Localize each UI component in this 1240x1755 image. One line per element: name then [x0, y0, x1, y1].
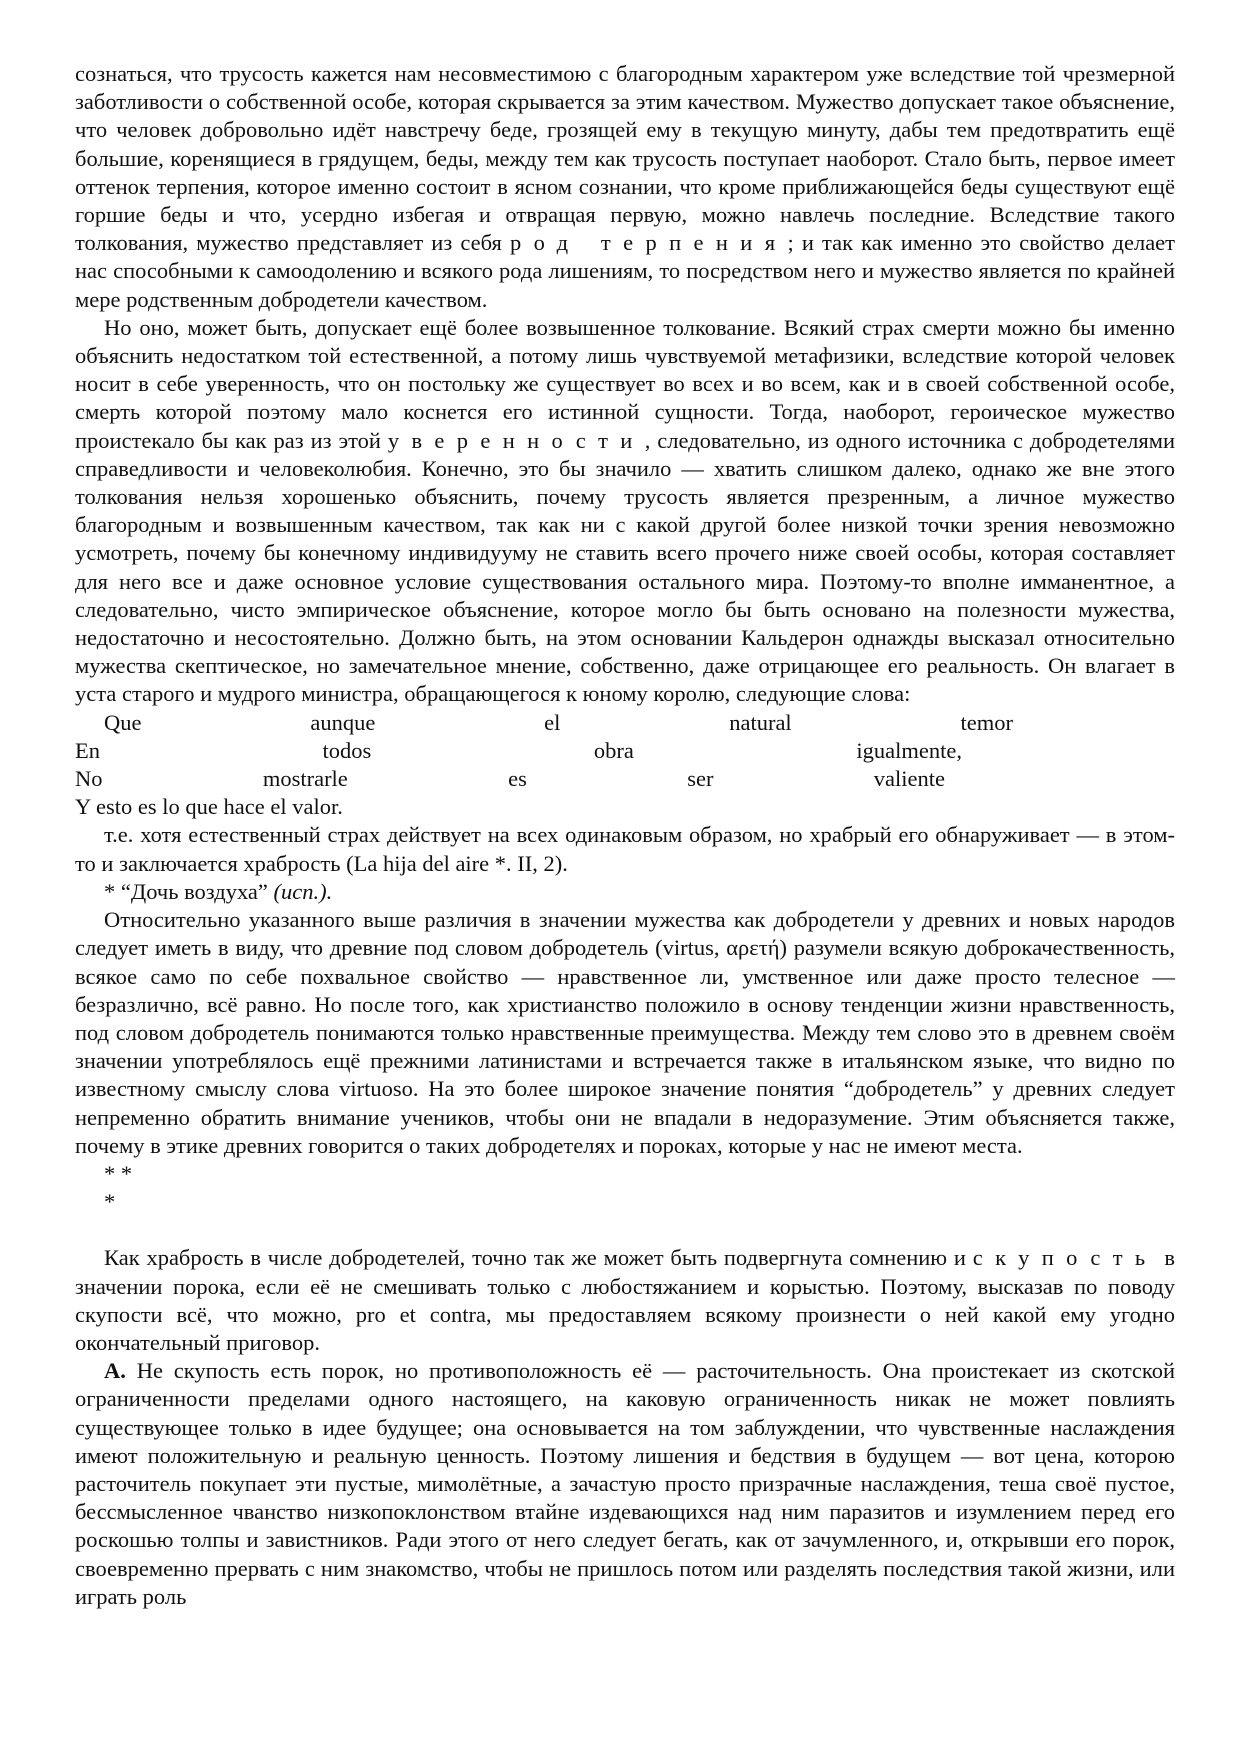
spaced-emphasis: уверенности — [387, 427, 645, 453]
verse-word: es — [508, 766, 527, 792]
paragraph-text: в значении порока, если её не смешивать только с любостяжанием и корыстью. Поэтому, высказав по поводу скупости всё, что можно, pro et contra, мы предоставляем всякому произнести о ней какой ему угодно окончательный приговор. — [75, 1245, 1176, 1355]
footnote-note: (исп.). — [273, 878, 333, 904]
verse-word: No — [75, 766, 103, 792]
verse-line-4: Y esto es lo que hace el valor. — [75, 794, 343, 820]
paragraph-a-prodigality — [75, 1357, 1175, 1611]
verse-word: el — [544, 709, 561, 735]
verse-word: mostrarle — [262, 766, 348, 792]
verse-line-1 — [75, 709, 1175, 737]
verse-word: valiente — [873, 766, 945, 792]
paragraph-text: Не скупость есть порок, но противоположность её — расточительность. Она проистекает из скотской ограниченности пределами одного настоящего, на каковую ограниченность никак не может повлиять существующее только в идее будущее; она основывается на том заблуждении, что чувственные наслаждения имеют положительную и реальную ценность. Поэтому лишения и бедствия в будущем — вот цена, которою расточитель покупает эти пустые, мимолётные, а зачастую просто призрачные наслаждения, теша своё пустое, бессмысленное чванство низкопоклонством втайне издевающихся над ним паразитов и изумлением перед его роскошью толпы и завистников. Ради этого от него следует бегать, как от зачумленного, и, открывши его порок, своевременно прервать с ним знакомство, чтобы не пришлось потом или разделять последствия такой жизни, или играть роль — [75, 1358, 1175, 1609]
verse-word: todos — [322, 737, 372, 763]
verse-word: ser — [687, 766, 714, 792]
spaced-emphasis: род терпения — [509, 230, 788, 256]
footnote-text: * “Дочь воздуха” — [104, 878, 274, 904]
verse-word: temor — [960, 709, 1013, 735]
paragraph-text: ; и так как именно это свойство делает нас способными к самоодолению и всякого рода лишениям, то посредством него и мужество является по крайней мере родственным добродетели качеством. — [75, 230, 1175, 312]
verse-word: igualmente, — [856, 737, 962, 763]
paragraph-text: Но оно, может быть, допускает ещё более возвышенное толкование. Всякий страх смерти можно бы именно объяснить недостатком той естественной, а потому лишь чувствуемой метафизики, вследствие которой человек носит в себе уверенность, что он постольку же существует во всех и во всем, как и в своей собственной особе, смерть которой поэтому мало коснется его истинной сущности. Тогда, наоборот, героическое мужество проистекало бы как раз из этой — [75, 314, 1175, 453]
section-label: А. — [104, 1358, 126, 1384]
paragraph-text: сознаться, что трусость кажется нам несовместимою с благородным характером уже вследствие той чрезмерной заботливости о собственной особе, которая скрывается за этим качеством. Мужество допускает такое объяснение, что человек добровольно идёт навстречу беде, грозящей ему в текущую минуту, дабы тем предотвратить ещё большие, коренящиеся в грядущем, беды, между тем как трусость поступает наоборот. Стало быть, первое имеет оттенок терпения, которое именно состоит в ясном сознании, что кроме приближающейся беды существуют ещё горшие беды и что, усердно избегая и отвращая первую, можно навлечь последние. Вследствие такого толкования, мужество представляет из себя — [75, 61, 1175, 256]
verse-word: natural — [729, 709, 792, 735]
blank-line — [75, 1216, 1175, 1244]
verse-word: obra — [593, 737, 634, 763]
verse-line-3 — [75, 765, 1175, 793]
verse-line-2 — [75, 737, 1175, 765]
paragraph-courage-patience — [75, 60, 1175, 314]
paragraph-text: , следовательно, из одного источника с добродетелями справедливости и человеколюбия. Конечно, это бы значило — хватить слишком далеко, однако же вне этого толкования нельзя хорошенько объяснить, почему трусость является презренным, а личное мужество благородным и возвышенным качеством, так как ни с какой другой более низкой точки зрения невозможно усмотреть, почему бы конечному индивидууму не ставить всего прочего ниже своей особы, которая составляет для него все и даже основное условие существования остального мира. Поэтому-то вполне имманентное, а следовательно, чисто эмпирическое объяснение, которое могло бы быть основано на полезности мужества, недостаточно и несостоятельно. Должно быть, на этом основании Кальдерон однажды высказал относительно мужества скептическое, но замечательное мнение, собственно, даже отрицающее его реальность. Он влагает в уста старого и мудрого министра, обращающегося к юному королю, следующие слова: — [75, 427, 1175, 707]
paragraph-avarice — [75, 1244, 1175, 1357]
verse-word: aunque — [310, 709, 376, 735]
footnote — [75, 878, 1175, 906]
paragraph-text: Как храбрость в числе добродетелей, точно так же может быть подвергнута сомнению и — [104, 1245, 973, 1271]
verse-word: Que — [104, 709, 142, 735]
spaced-emphasis: скупость — [972, 1245, 1158, 1271]
paragraph-virtue-ancients: Относительно указанного выше различия в значении мужества как добродетели у древних и новых народов следует иметь в виду, что древние под словом добродетель (virtus, αρετή) разумели всякую доброкачественность, всякое само по себе похвальное свойство — нравственное ли, умственное или даже просто телесное — безразлично, всё равно. Но после того, как христианство положило в основу тенденции жизни нравственность, под словом добродетель понимаются только нравственные преимущества. Между тем слово это в древнем своём значении употреблялось ещё прежними латинистами и встречается также в итальянском языке, что видно по известному смыслу слова virtuoso. На это более широкое значение понятия “добродетель” у древних следует непременно обратить внимание учеников, чтобы они не впадали в недоразумение. Этим объясняется также, почему в этике древних говорится о таких добродетелях и пороках, которые у нас не имеют места. — [75, 907, 1175, 1158]
document-page — [75, 60, 1175, 1611]
verse-word: En — [75, 737, 100, 763]
section-separator-stars: * * — [104, 1160, 133, 1186]
paragraph-courage-metaphysics — [75, 314, 1175, 709]
section-separator-star: * — [104, 1189, 116, 1215]
paragraph-translation: т.е. хотя естественный страх действует на всех одинаковым образом, но храбрый его обнаруживает — в этом-то и заключается храбрость (La hija del aire *. II, 2). — [75, 822, 1175, 876]
